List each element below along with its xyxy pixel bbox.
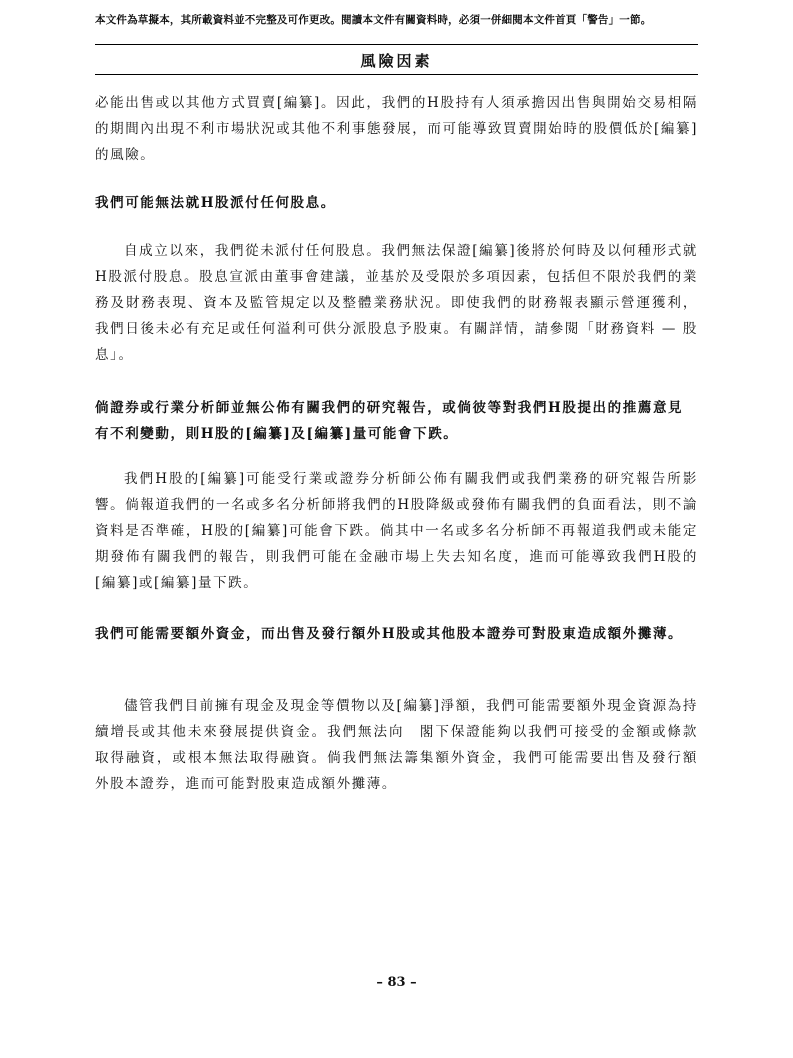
heading-dilution: 我們可能需要額外資金，而出售及發行額外H股或其他股本證券可對股東造成額外攤薄。 (95, 626, 684, 642)
draft-warning-notice: 本文件為草擬本，其所載資料並不完整及可作更改。閱讀本文件有關資料時，必須一併細閱本文件首頁「警告」一節。 (95, 14, 652, 26)
header-divider-bottom (95, 74, 698, 75)
paragraph-dividends: 自成立以來，我們從未派付任何股息。我們無法保證[編纂]後將於何時及以何種形式就H股派付股息。股息宣派由董事會建議，並基於及受限於多項因素，包括但不限於我們的業務及財務表現、資本及監管規定以及整體業務狀況。即使我們的財務報表顯示營運獲利，我們日後未必有充足或任何溢利可供分派股息予股東。有關詳情，請參閱「財務資料 — 股息」。 (95, 243, 698, 363)
page-number: – 83 – (376, 975, 417, 990)
heading-analyst-reports: 倘證券或行業分析師並無公佈有關我們的研究報告，或倘彼等對我們H股提出的推薦意見有不利變動，則H股的[編纂]及[編纂]量可能會下跌。 (95, 400, 684, 442)
paragraph-dilution: 儘管我們目前擁有現金及現金等價物以及[編纂]淨額，我們可能需要額外現金資源為持續增長或其他未來發展提供資金。我們無法向 閣下保證能夠以我們可接受的金額或條款取得融資，或根本無法取得融資。倘我們無法籌集額外資金，我們可能需要出售及發行額外股本證券，進而可能對股東造成額外攤薄。 (95, 698, 698, 792)
section-title: 風險因素 (360, 52, 433, 70)
paragraph-continued: 必能出售或以其他方式買賣[編纂]。因此，我們的H股持有人須承擔因出售與開始交易相隔的期間內出現不利市場狀況或其他不利事態發展，而可能導致買賣開始時的股價低於[編纂]的風險。 (95, 95, 698, 163)
heading-dividends: 我們可能無法就H股派付任何股息。 (95, 195, 336, 211)
header-divider-top (95, 44, 698, 45)
paragraph-analyst-reports: 我們H股的[編纂]可能受行業或證券分析師公佈有關我們或我們業務的研究報告所影響。倘報道我們的一名或多名分析師將我們的H股降級或發佈有關我們的負面看法，則不論資料是否準確，H股的[編纂]可能會下跌。倘其中一名或多名分析師不再報道我們或未能定期發佈有關我們的報告，則我們可能在金融市場上失去知名度，進而可能導致我們H股的[編纂]或[編纂]量下跌。 (95, 471, 698, 591)
